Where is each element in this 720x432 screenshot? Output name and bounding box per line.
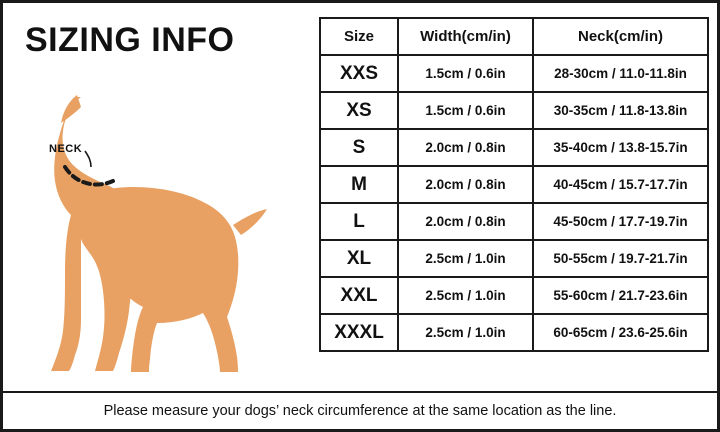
table-row bbox=[320, 314, 708, 351]
table-row bbox=[320, 92, 708, 129]
table-row bbox=[320, 203, 708, 240]
cell-size: XXL bbox=[320, 277, 398, 314]
cell-neck: 40-45cm / 15.7-17.7in bbox=[533, 166, 708, 203]
cell-size: M bbox=[320, 166, 398, 203]
cell-width: 2.5cm / 1.0in bbox=[398, 314, 533, 351]
column-header-width: Width(cm/in) bbox=[398, 18, 533, 55]
footer-note: Please measure your dogs’ neck circumference at the same location as the line. bbox=[103, 403, 617, 419]
cell-size: XXXL bbox=[320, 314, 398, 351]
cell-size: L bbox=[320, 203, 398, 240]
page-title: SIZING INFO bbox=[25, 21, 235, 59]
dog-illustration bbox=[21, 75, 301, 375]
left-panel bbox=[3, 3, 313, 391]
column-header-neck: Neck(cm/in) bbox=[533, 18, 708, 55]
cell-width: 2.0cm / 0.8in bbox=[398, 203, 533, 240]
cell-width: 2.5cm / 1.0in bbox=[398, 240, 533, 277]
cell-width: 2.5cm / 1.0in bbox=[398, 277, 533, 314]
cell-width: 1.5cm / 0.6in bbox=[398, 55, 533, 92]
cell-neck: 60-65cm / 23.6-25.6in bbox=[533, 314, 708, 351]
cell-width: 1.5cm / 0.6in bbox=[398, 92, 533, 129]
sizing-table bbox=[319, 17, 709, 352]
table-row bbox=[320, 240, 708, 277]
neck-measurement-label: NECK bbox=[49, 143, 83, 155]
cell-size: XS bbox=[320, 92, 398, 129]
cell-size: XL bbox=[320, 240, 398, 277]
cell-neck: 50-55cm / 19.7-21.7in bbox=[533, 240, 708, 277]
cell-width: 2.0cm / 0.8in bbox=[398, 129, 533, 166]
table-row bbox=[320, 129, 708, 166]
cell-size: S bbox=[320, 129, 398, 166]
cell-size: XXS bbox=[320, 55, 398, 92]
table-row bbox=[320, 55, 708, 92]
cell-neck: 35-40cm / 13.8-15.7in bbox=[533, 129, 708, 166]
column-header-size: Size bbox=[320, 18, 398, 55]
cell-neck: 55-60cm / 21.7-23.6in bbox=[533, 277, 708, 314]
cell-neck: 30-35cm / 11.8-13.8in bbox=[533, 92, 708, 129]
table-header-row bbox=[320, 18, 708, 55]
table-row bbox=[320, 166, 708, 203]
cell-width: 2.0cm / 0.8in bbox=[398, 166, 533, 203]
cell-neck: 45-50cm / 17.7-19.7in bbox=[533, 203, 708, 240]
cell-neck: 28-30cm / 11.0-11.8in bbox=[533, 55, 708, 92]
table-row bbox=[320, 277, 708, 314]
